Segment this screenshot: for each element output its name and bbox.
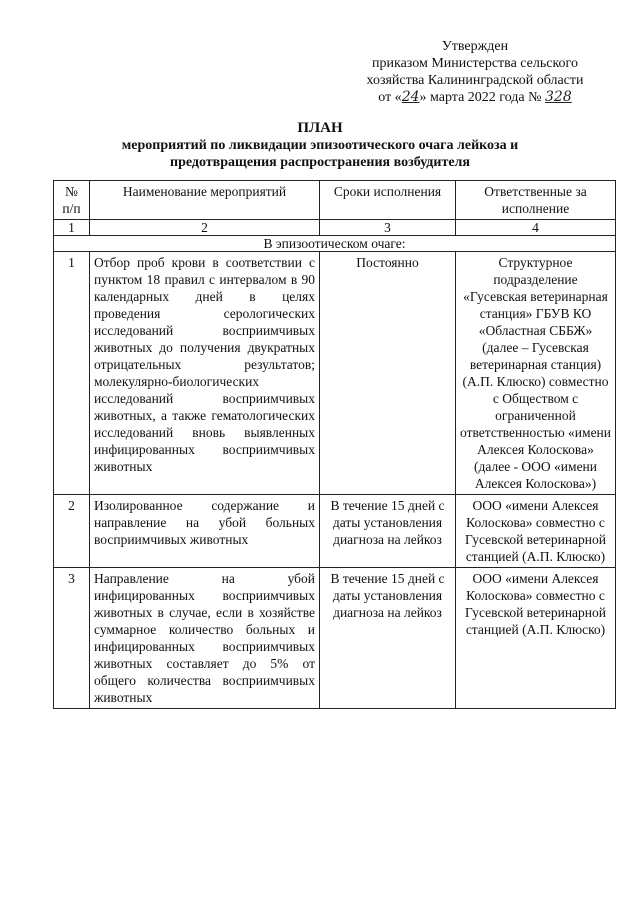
approval-date: [340, 89, 610, 106]
row-action: Отбор проб крови в соответствии с пунктом 18 правил с интервалом в 90 календарных дней в целях проведения серологических исследований восприимчивых животных до получения двукратных отрицательных результатов; молекулярно-биологических исследований восприимчивых животных, а также гематологических исследований вновь выявленных инфицированных восприимчивых животных: [90, 252, 320, 495]
row-number: 3: [54, 568, 90, 709]
header-number: № п/п: [54, 181, 90, 220]
date-day-handwritten: 24: [401, 89, 420, 105]
col-number-1: 1: [54, 220, 90, 236]
col-number-2: 2: [90, 220, 320, 236]
section-label: В эпизоотическом очаге:: [54, 236, 616, 252]
plan-subtitle-line1: мероприятий по ликвидации эпизоотического очага лейкоза и: [121, 138, 519, 153]
row-responsible: ООО «имени Алексея Колоскова» совместно с Гусевской ветеринарной станцией (А.П. Клюско): [456, 568, 616, 709]
approval-order: приказом Министерства сельского: [372, 56, 578, 71]
row-responsible: Структурное подразделение «Гусевская ветеринарная станция» ГБУВ КО «Областная СББЖ» (далее – Гусевская ветеринарная станция) (А.П. Клюско) совместно с Обществом с ограниченной ответственностью «имени Алексея Колоскова» (далее - ООО «имени Алексея Колоскова»): [456, 252, 616, 495]
row-action: Направление на убой инфицированных восприимчивых животных в случае, если в хозяйстве суммарное количество больных и инфицированных восприимчивых животных составляет до 5% от общего количества восприимчивых животных: [90, 568, 320, 709]
plan-subtitle-line2: предотвращения распространения возбудителя: [170, 155, 470, 170]
section-row: [54, 236, 616, 252]
plan-table: [53, 180, 616, 709]
column-number-row: [54, 220, 616, 236]
approval-block: [340, 38, 610, 106]
col-number-3: 3: [320, 220, 456, 236]
date-middle: » марта 2022 года №: [419, 90, 542, 105]
table-row: [54, 568, 616, 709]
row-term: В течение 15 дней с даты установления диагноза на лейкоз: [320, 568, 456, 709]
approval-ministry: хозяйства Калининградской области: [366, 73, 584, 88]
header-action: Наименование мероприятий: [90, 181, 320, 220]
table-row: [54, 252, 616, 495]
plan-title: ПЛАН: [297, 120, 343, 136]
row-number: 2: [54, 495, 90, 568]
col-number-4: 4: [456, 220, 616, 236]
header-responsible: Ответственные за исполнение: [456, 181, 616, 220]
table-header-row: [54, 181, 616, 220]
row-term: В течение 15 дней с даты установления диагноза на лейкоз: [320, 495, 456, 568]
order-number-handwritten: 328: [545, 89, 572, 105]
plan-heading: [60, 120, 580, 171]
row-action: Изолированное содержание и направление на убой больных восприимчивых животных: [90, 495, 320, 568]
row-number: 1: [54, 252, 90, 495]
row-responsible: ООО «имени Алексея Колоскова» совместно с Гусевской ветеринарной станцией (А.П. Клюско): [456, 495, 616, 568]
row-term: Постоянно: [320, 252, 456, 495]
date-prefix: от «: [378, 90, 402, 105]
approval-title: Утвержден: [441, 39, 509, 54]
header-term: Сроки исполнения: [320, 181, 456, 220]
table-row: [54, 495, 616, 568]
